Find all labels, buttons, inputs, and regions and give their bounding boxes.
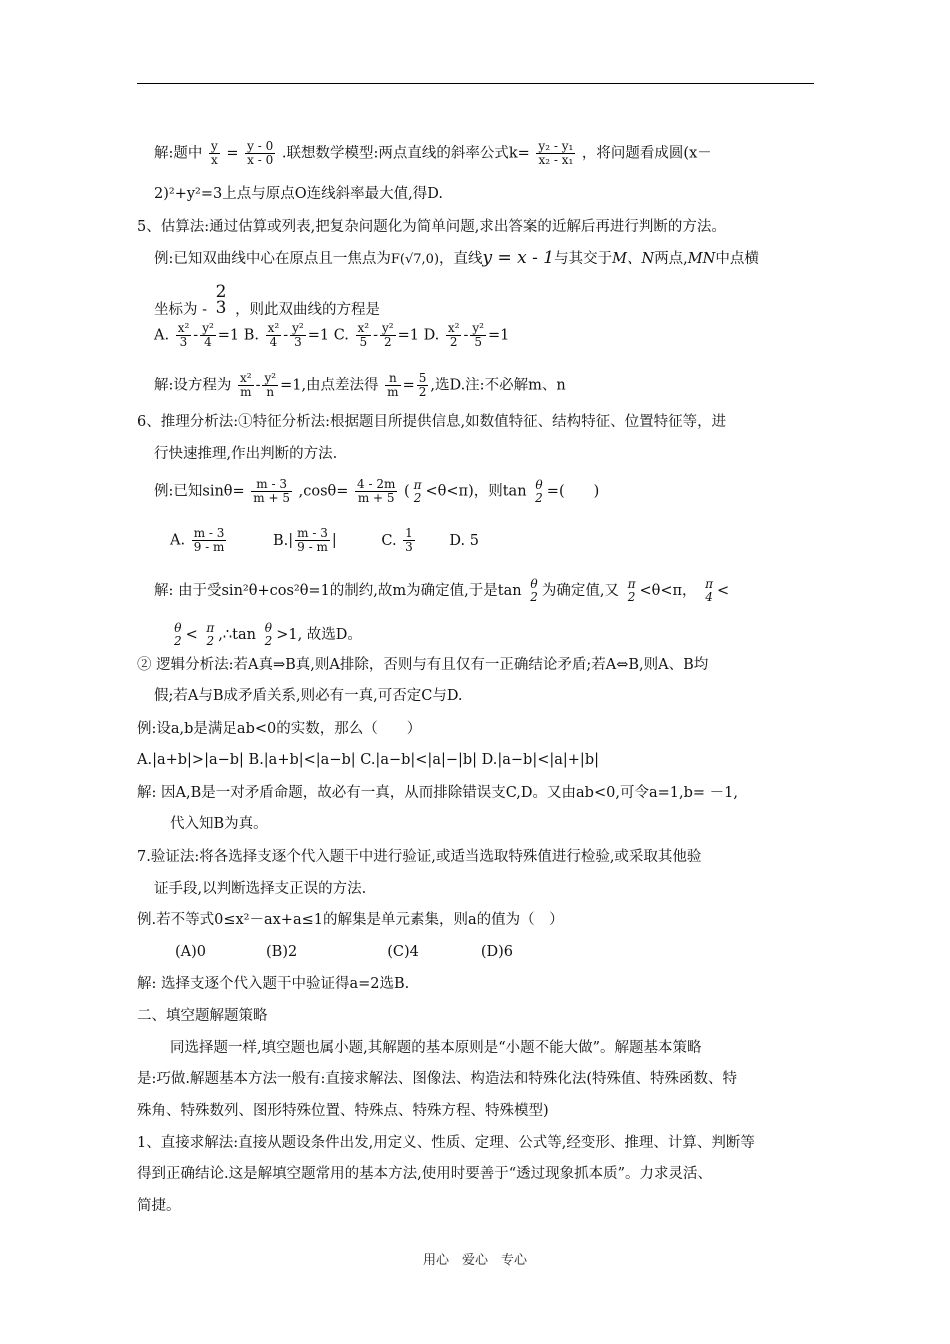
direct-method-3: 简捷。 (137, 1198, 181, 1214)
example-ab-solution-2: 代入知B为真。 (170, 816, 268, 832)
example-inequality-solution: 解: 选择支逐个代入题干中验证得a=2选B. (137, 976, 410, 992)
text: 解:题中 (154, 145, 203, 162)
example-ab: 例:设a,b是满足ab<0的实数，那么（ ） (137, 721, 422, 737)
text: .联想数学模型:两点直线的斜率公式k= (281, 145, 530, 162)
trig-options: A. $\frac{m - 3}{9 - m}$ B.| $\frac{m - 3}{9 - m}$ | C. $\frac{1}{3}$ D. 5 (170, 526, 479, 554)
example-hyperbola-2: 坐标为 - 2 3 ，则此双曲线的方程是 (154, 282, 381, 318)
direct-method-1: 1、直接求解法:直接从题设条件出发,用定义、性质、定理、公式等,经变形、推理、计算、判断等 (137, 1135, 755, 1151)
direct-method-2: 得到正确结论.这是解填空题常用的基本方法,使用时要善于“透过现象抓本质”。力求灵活、 (137, 1166, 713, 1182)
fraction: $\frac{\text{y₂ - y₁}}{\text{x₂ - x₁}}$ (538, 139, 574, 167)
fraction: $\frac{y}{x}$ (211, 139, 218, 167)
section-reasoning: 6、推理分析法:①特征分析法:根据题目所提供信息,如数值特征、结构特征、位置特征等，进 (137, 414, 727, 430)
fraction: $\frac{y - 0}{x - 0}$ (247, 139, 274, 167)
hyperbola-solution: 解:设方程为 $\frac{\text{x²}}{m}$ - $\frac{\text{y²}}{n}$ =1,由点差法得 $\frac{n}{m}$ = $\frac{5}{2}$ ,选D.注:不必解m、n (154, 371, 566, 399)
fraction: 2 3 (215, 282, 227, 318)
section-verification: 7.验证法:将各选择支逐个代入题干中进行验证,或适当选取特殊值进行检验,或采取其他验 (137, 849, 702, 865)
example-hyperbola: 例:已知双曲线中心在原点且一焦点为F(√7,0)，直线y = x - 1与其交于M、N两点,MN中点横 (154, 248, 759, 268)
example-trig: 例:已知sinθ= $\frac{m - 3}{m + 5}$ ,cosθ= $\frac{4 - 2m}{m + 5}$ ( π 2 <θ<π)，则tan θ 2 =( ) (154, 477, 600, 505)
logic-analysis: ② 逻辑分析法:若A真⇒B真,则A排除，否则与有且仅有一正确结论矛盾;若A⇔B,则A、B均 (137, 657, 709, 673)
trig-solution-1: 解: 由于受sin²θ+cos²θ=1的制约,故m为确定值,于是tan θ 2 为确定值,又 π 2 <θ<π， π 4 < (154, 577, 730, 604)
inequality-options: (A)0 (B)2 (C)4 (D)6 (175, 944, 514, 960)
section-verification-2: 证手段,以判断选择支正误的方法. (154, 881, 367, 897)
text: = (226, 145, 239, 162)
text: ，将问题看成圆(x－ (581, 145, 712, 162)
trig-solution-2: θ 2 < π 2 ,∴tan θ 2 >1, 故选D。 (174, 621, 362, 648)
solution-line-1 (154, 140, 712, 167)
logic-analysis-2: 假;若A与B成矛盾关系,则必有一真,可否定C与D. (154, 688, 463, 704)
solution-line-2: 2)²+y²=3上点与原点O连线斜率最大值,得D. (154, 186, 443, 202)
section-fill-in: 二、填空题解题策略 (137, 1008, 268, 1024)
example-ab-solution: 解: 因A,B是一对矛盾命题，故必有一真，从而排除错误支C,D。又由ab<0,可令a=1,b= －1, (137, 785, 738, 801)
section-estimation: 5、估算法:通过估算或列表,把复杂问题化为简单问题,求出答案的近解后再进行判断的方法。 (137, 219, 726, 235)
page-footer: 用心 爱心 专心 (422, 1253, 527, 1268)
example-inequality: 例.若不等式0≤x²－ax+a≤1的解集是单元素集，则a的值为（ ） (137, 912, 564, 928)
header-rule (137, 83, 814, 84)
example-ab-options: A.|a+b|>|a−b| B.|a+b|<|a−b| C.|a−b|<|a|−|b| D.|a−b|<|a|+|b| (137, 752, 599, 768)
hyperbola-options: A. $\frac{\text{x²}}{3}$ - $\frac{\text{y²}}{4}$ =1 B. $\frac{\text{x²}}{4}$ - $\frac{\text{y²}}{3}$ =1 C. $\frac{\text{x²}}{5}$ - $\frac{\text{y²}}{2}$ =1 D. $\frac{\text{x²}}{2}$ - $\frac{\text{y²}}{5}$ =1 (154, 321, 510, 349)
section-reasoning-2: 行快速推理,作出判断的方法. (154, 446, 338, 462)
paragraph-line-3: 殊角、特殊数列、图形特殊位置、特殊点、特殊方程、特殊模型) (137, 1103, 549, 1119)
paragraph-line-2: 是:巧做.解题基本方法一般有:直接求解法、图像法、构造法和特殊化法(特殊值、特殊函数、特 (137, 1071, 738, 1087)
paragraph-line-1: 同选择题一样,填空题也属小题,其解题的基本原则是“小题不能大做”。解题基本策略 (170, 1040, 702, 1056)
